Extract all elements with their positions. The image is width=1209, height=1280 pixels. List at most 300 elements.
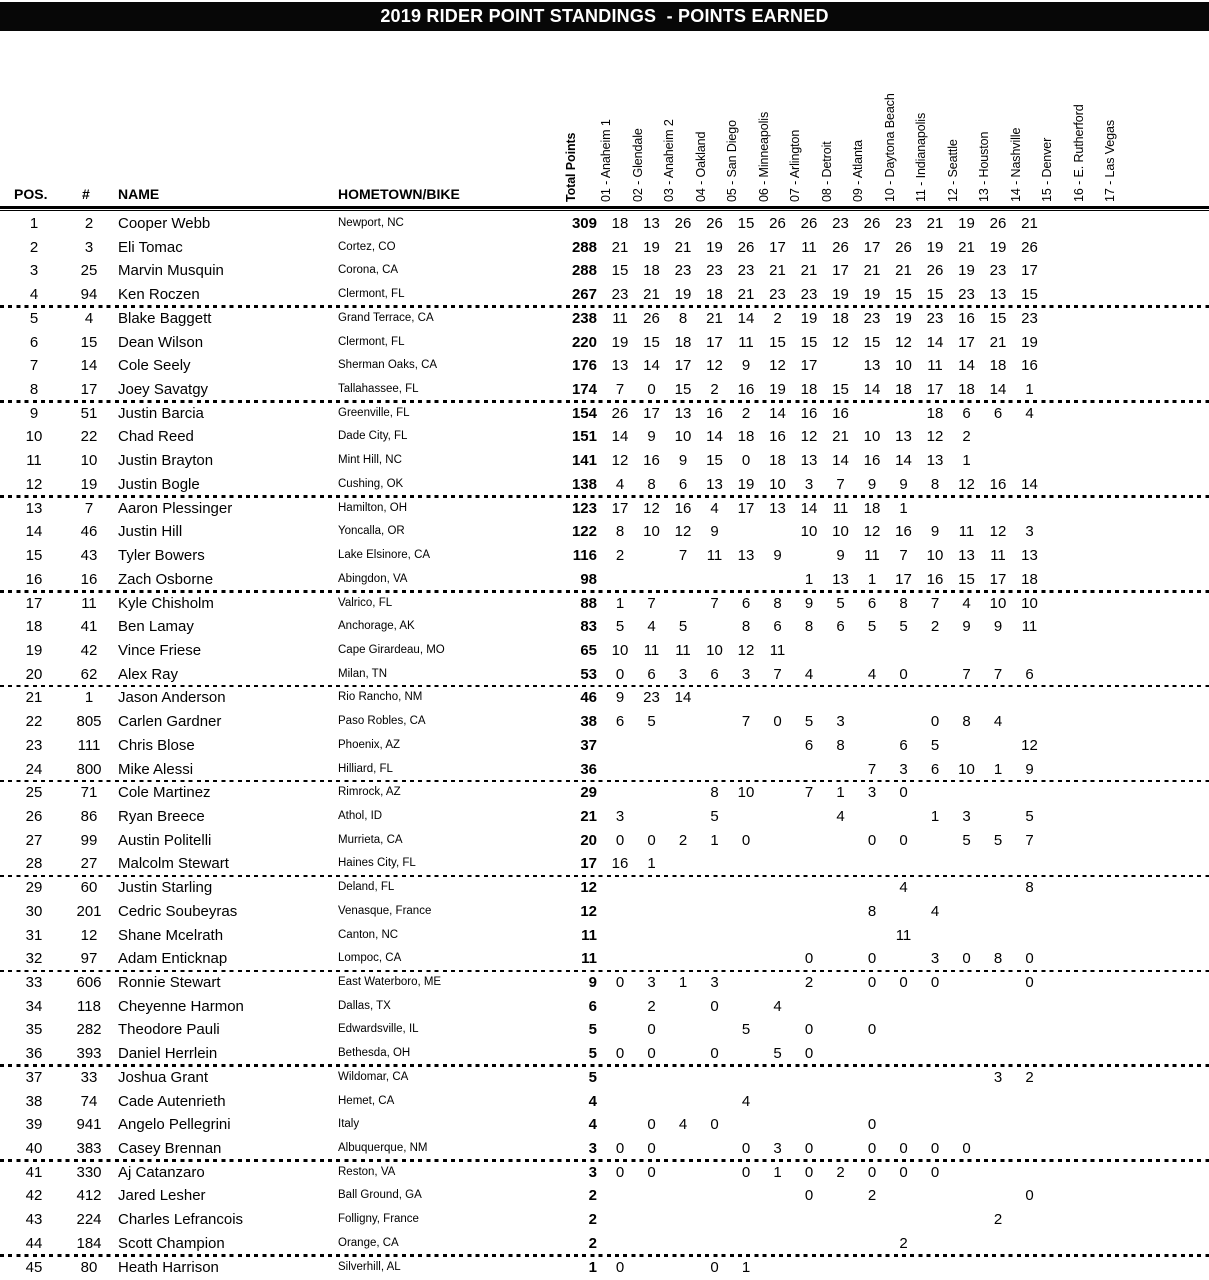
cell-round-points: 11 xyxy=(990,547,1006,565)
cell-round-points: 14 xyxy=(643,357,660,375)
table-row xyxy=(0,1018,1209,1042)
cell-rider-name: Alex Ray xyxy=(118,665,179,683)
table-row xyxy=(0,473,1209,497)
cell-rider-name: Kyle Chisholm xyxy=(118,594,214,612)
cell-round-points: 10 xyxy=(643,523,660,541)
cell-round-points: 12 xyxy=(643,499,660,517)
cell-round-points: 12 xyxy=(832,333,849,351)
cell-hometown: Cushing, OK xyxy=(338,477,404,490)
cell-rider-number: 15 xyxy=(80,333,98,351)
cell-rider-name: Cooper Webb xyxy=(118,215,211,232)
cell-round-points: 5 xyxy=(930,736,940,754)
table-row xyxy=(0,971,1209,995)
cell-round-points: 3 xyxy=(647,974,656,991)
col-header-round: 09 - Atlanta xyxy=(851,139,865,202)
cell-round-points: 2 xyxy=(615,547,625,565)
cell-round-points: 13 xyxy=(832,570,849,588)
cell-total-points: 2 xyxy=(588,1187,597,1205)
cell-rider-number: 80 xyxy=(80,1258,98,1276)
cell-round-points: 12 xyxy=(926,428,944,446)
cell-round-points: 5 xyxy=(678,618,688,636)
cell-round-points: 8 xyxy=(836,736,845,754)
cell-round-points: 19 xyxy=(800,309,818,327)
cell-round-points: 16 xyxy=(895,523,912,541)
cell-round-points: 4 xyxy=(678,1116,688,1134)
cell-round-points: 0 xyxy=(741,452,751,470)
cell-position: 39 xyxy=(25,1116,43,1134)
cell-round-points: 9 xyxy=(962,618,971,636)
table-row xyxy=(0,1137,1209,1161)
cell-total-points: 20 xyxy=(580,831,597,849)
cell-round-points: 12 xyxy=(863,523,881,541)
cell-position: 33 xyxy=(25,974,43,991)
cell-round-points: 0 xyxy=(899,831,908,849)
cell-round-points: 19 xyxy=(958,215,975,232)
cell-position: 38 xyxy=(25,1092,43,1110)
cell-hometown: Athol, ID xyxy=(338,809,383,822)
cell-round-points: 0 xyxy=(647,831,656,849)
cell-round-points: 2 xyxy=(678,831,688,849)
cell-round-points: 26 xyxy=(611,404,629,422)
cell-position: 10 xyxy=(25,428,43,446)
cell-round-points: 1 xyxy=(899,499,908,517)
cell-rider-name: Zach Osborne xyxy=(118,570,214,588)
table-row xyxy=(0,568,1209,592)
cell-round-points: 14 xyxy=(1021,475,1038,493)
table-row xyxy=(0,331,1209,355)
table-row xyxy=(0,710,1209,734)
cell-round-points: 2 xyxy=(741,404,751,422)
cell-rider-name: Vince Friese xyxy=(118,641,202,659)
cell-round-points: 26 xyxy=(895,238,912,256)
cell-round-points: 5 xyxy=(804,713,814,731)
cell-hometown: Lake Elsinore, CA xyxy=(338,549,431,562)
cell-round-points: 4 xyxy=(1025,404,1034,422)
cell-position: 19 xyxy=(25,641,43,659)
cell-round-points: 9 xyxy=(993,618,1003,636)
cell-round-points: 7 xyxy=(930,594,940,612)
cell-round-points: 7 xyxy=(741,713,751,731)
cell-round-points: 0 xyxy=(804,1045,814,1063)
cell-round-points: 0 xyxy=(899,784,908,802)
cell-total-points: 5 xyxy=(588,1021,597,1039)
cell-position: 42 xyxy=(25,1187,43,1205)
cell-round-points: 21 xyxy=(958,238,975,256)
col-header-number: # xyxy=(82,186,90,202)
cell-hometown: Folligny, France xyxy=(338,1213,419,1226)
cell-round-points: 0 xyxy=(741,1140,751,1158)
cell-round-points: 5 xyxy=(899,618,908,636)
cell-round-points: 6 xyxy=(962,404,971,422)
cell-round-points: 15 xyxy=(832,381,849,399)
cell-hometown: Milan, TN xyxy=(338,667,387,680)
cell-position: 40 xyxy=(25,1140,43,1158)
cell-round-points: 10 xyxy=(832,523,849,541)
cell-round-points: 4 xyxy=(930,902,940,920)
cell-rider-name: Aaron Plessinger xyxy=(118,499,233,517)
cell-position: 5 xyxy=(29,309,39,327)
cell-round-points: 16 xyxy=(643,452,660,470)
cell-position: 30 xyxy=(25,902,43,920)
cell-round-points: 17 xyxy=(926,381,944,399)
cell-round-points: 15 xyxy=(611,262,629,280)
cell-hometown: Ball Ground, GA xyxy=(338,1189,422,1202)
cell-rider-name: Justin Starling xyxy=(118,879,213,897)
cell-hometown: Hamilton, OH xyxy=(338,501,408,514)
cell-round-points: 18 xyxy=(643,262,660,280)
cell-round-points: 4 xyxy=(741,1092,751,1110)
cell-round-points: 23 xyxy=(832,215,849,232)
cell-round-points: 4 xyxy=(993,713,1003,731)
cell-round-points: 4 xyxy=(804,665,814,683)
cell-position: 25 xyxy=(25,784,43,802)
cell-round-points: 0 xyxy=(710,1258,719,1276)
cell-round-points: 0 xyxy=(930,1163,940,1181)
cell-round-points: 12 xyxy=(706,357,723,375)
cell-rider-number: 941 xyxy=(76,1116,102,1134)
cell-round-points: 3 xyxy=(615,807,625,825)
cell-rider-name: Angelo Pellegrini xyxy=(118,1116,231,1134)
cell-round-points: 13 xyxy=(769,499,786,517)
cell-round-points: 11 xyxy=(895,926,912,944)
cell-round-points: 16 xyxy=(926,570,944,588)
cell-rider-number: 2 xyxy=(84,215,94,232)
cell-round-points: 9 xyxy=(836,547,845,565)
cell-round-points: 9 xyxy=(867,475,877,493)
cell-round-points: 13 xyxy=(1021,547,1038,565)
cell-round-points: 0 xyxy=(615,1258,625,1276)
cell-position: 41 xyxy=(25,1163,43,1181)
cell-total-points: 4 xyxy=(588,1092,597,1110)
cell-round-points: 0 xyxy=(962,950,971,968)
col-header-round: 06 - Minneapolis xyxy=(756,111,771,202)
cell-hometown: Corona, CA xyxy=(338,264,399,277)
cell-round-points: 21 xyxy=(706,309,723,327)
cell-hometown: Cortez, CO xyxy=(338,240,396,253)
table-row xyxy=(0,212,1209,236)
cell-total-points: 17 xyxy=(580,855,597,873)
cell-round-points: 23 xyxy=(958,286,975,304)
col-header-round: 17 - Las Vegas xyxy=(1103,120,1117,202)
cell-rider-name: Jason Anderson xyxy=(118,689,226,707)
cell-round-points: 13 xyxy=(800,452,818,470)
cell-total-points: 3 xyxy=(588,1140,597,1158)
cell-round-points: 5 xyxy=(647,713,656,731)
cell-hometown: Yoncalla, OR xyxy=(338,525,405,538)
cell-round-points: 11 xyxy=(1021,618,1038,636)
cell-round-points: 13 xyxy=(958,547,975,565)
cell-round-points: 4 xyxy=(836,807,845,825)
cell-hometown: Edwardsville, IL xyxy=(338,1023,419,1036)
cell-hometown: East Waterboro, ME xyxy=(338,976,442,988)
cell-round-points: 16 xyxy=(769,428,786,446)
cell-round-points: 5 xyxy=(710,807,719,825)
cell-total-points: 4 xyxy=(588,1116,597,1134)
cell-round-points: 18 xyxy=(737,428,755,446)
cell-round-points: 1 xyxy=(773,1163,782,1181)
cell-round-points: 10 xyxy=(737,784,755,802)
cell-position: 35 xyxy=(25,1021,43,1039)
cell-hometown: Murrieta, CA xyxy=(338,833,403,846)
cell-round-points: 13 xyxy=(611,357,629,375)
cell-rider-number: 14 xyxy=(80,357,98,375)
cell-hometown: Canton, NC xyxy=(338,928,399,941)
cell-round-points: 0 xyxy=(615,1045,625,1063)
cell-round-points: 21 xyxy=(863,262,881,280)
cell-round-points: 1 xyxy=(836,784,845,802)
cell-position: 2 xyxy=(29,238,39,256)
cell-round-points: 18 xyxy=(611,215,629,232)
cell-round-points: 21 xyxy=(989,333,1007,351)
cell-round-points: 14 xyxy=(926,333,944,351)
cell-rider-number: 10 xyxy=(80,452,98,470)
cell-rider-name: Justin Barcia xyxy=(118,404,204,422)
cell-round-points: 17 xyxy=(895,570,912,588)
cell-round-points: 21 xyxy=(895,262,912,280)
cell-round-points: 8 xyxy=(773,594,782,612)
cell-rider-name: Ben Lamay xyxy=(118,618,194,636)
cell-rider-name: Dean Wilson xyxy=(118,333,204,351)
col-header-total-points: Total Points xyxy=(564,132,578,202)
cell-total-points: 154 xyxy=(571,404,597,422)
cell-round-points: 0 xyxy=(615,1163,625,1181)
table-row xyxy=(0,259,1209,283)
cell-round-points: 19 xyxy=(1021,333,1038,351)
cell-round-points: 2 xyxy=(773,309,782,327)
cell-rider-name: Joey Savatgy xyxy=(118,381,209,399)
col-header-round: 15 - Denver xyxy=(1040,137,1054,202)
cell-round-points: 7 xyxy=(710,594,719,612)
cell-round-points: 1 xyxy=(930,807,940,825)
cell-round-points: 7 xyxy=(836,475,845,493)
cell-round-points: 12 xyxy=(800,428,818,446)
cell-round-points: 13 xyxy=(895,428,912,446)
cell-round-points: 6 xyxy=(647,665,656,683)
cell-rider-name: Casey Brennan xyxy=(118,1140,222,1158)
cell-total-points: 46 xyxy=(580,689,597,707)
cell-round-points: 9 xyxy=(615,689,625,707)
cell-round-points: 15 xyxy=(769,333,786,351)
cell-round-points: 0 xyxy=(647,1140,656,1158)
cell-total-points: 309 xyxy=(571,215,597,232)
cell-position: 7 xyxy=(29,357,39,375)
cell-hometown: Paso Robles, CA xyxy=(338,715,426,728)
cell-hometown: Clermont, FL xyxy=(338,288,405,301)
cell-round-points: 6 xyxy=(773,618,782,636)
cell-total-points: 12 xyxy=(580,879,597,897)
cell-rider-number: 383 xyxy=(76,1140,102,1158)
cell-position: 26 xyxy=(25,807,43,825)
table-row xyxy=(0,1090,1209,1114)
cell-round-points: 11 xyxy=(769,641,786,659)
cell-round-points: 14 xyxy=(863,381,881,399)
cell-round-points: 8 xyxy=(993,950,1003,968)
cell-round-points: 0 xyxy=(615,831,625,849)
cell-rider-name: Jared Lesher xyxy=(118,1187,206,1205)
cell-hometown: Rimrock, AZ xyxy=(338,786,401,799)
cell-round-points: 6 xyxy=(867,594,877,612)
cell-rider-name: Austin Politelli xyxy=(118,831,212,849)
cell-round-points: 5 xyxy=(867,618,877,636)
cell-hometown: Greenville, FL xyxy=(338,406,410,419)
cell-round-points: 26 xyxy=(674,215,692,232)
cell-hometown: Cape Girardeau, MO xyxy=(338,643,445,656)
cell-round-points: 10 xyxy=(674,428,692,446)
cell-round-points: 23 xyxy=(800,286,818,304)
cell-rider-number: 46 xyxy=(80,523,98,541)
cell-round-points: 6 xyxy=(930,760,940,778)
cell-round-points: 13 xyxy=(737,547,755,565)
cell-rider-number: 224 xyxy=(76,1211,102,1229)
cell-round-points: 21 xyxy=(832,428,849,446)
cell-round-points: 4 xyxy=(899,879,908,897)
cell-round-points: 15 xyxy=(1021,286,1038,304)
cell-round-points: 17 xyxy=(1021,262,1038,280)
cell-round-points: 10 xyxy=(926,547,944,565)
cell-round-points: 5 xyxy=(1025,807,1034,825)
cell-round-points: 17 xyxy=(800,357,818,375)
cell-total-points: 267 xyxy=(571,286,597,304)
cell-total-points: 123 xyxy=(571,499,597,517)
cell-round-points: 17 xyxy=(737,499,755,517)
cell-round-points: 0 xyxy=(647,1021,656,1039)
cell-round-points: 6 xyxy=(1025,665,1034,683)
cell-round-points: 0 xyxy=(962,1140,971,1158)
cell-round-points: 23 xyxy=(706,262,723,280)
cell-position: 12 xyxy=(25,475,43,493)
cell-total-points: 88 xyxy=(580,594,597,612)
table-row xyxy=(0,283,1209,307)
cell-rider-name: Ronnie Stewart xyxy=(118,974,221,991)
cell-rider-number: 330 xyxy=(76,1163,102,1181)
cell-round-points: 17 xyxy=(832,262,849,280)
cell-round-points: 12 xyxy=(1021,736,1038,754)
cell-rider-number: 43 xyxy=(80,547,98,565)
cell-rider-name: Carlen Gardner xyxy=(118,713,222,731)
cell-rider-number: 27 xyxy=(80,855,98,873)
cell-round-points: 19 xyxy=(832,286,849,304)
cell-round-points: 1 xyxy=(615,594,625,612)
cell-round-points: 2 xyxy=(993,1211,1003,1229)
cell-round-points: 0 xyxy=(741,831,751,849)
col-header-round: 05 - San Diego xyxy=(725,120,739,202)
cell-rider-number: 19 xyxy=(80,475,98,493)
header-rule-thin xyxy=(0,210,1209,211)
cell-total-points: 9 xyxy=(588,974,597,991)
cell-round-points: 26 xyxy=(926,262,944,280)
cell-round-points: 3 xyxy=(836,713,845,731)
cell-round-points: 3 xyxy=(773,1140,782,1158)
cell-round-points: 9 xyxy=(899,475,908,493)
header-rule-thick xyxy=(0,206,1209,209)
cell-hometown: Wildomar, CA xyxy=(338,1070,409,1083)
table-row xyxy=(0,900,1209,924)
cell-round-points: 8 xyxy=(899,594,908,612)
cell-round-points: 16 xyxy=(706,404,723,422)
cell-rider-number: 111 xyxy=(77,736,101,754)
cell-round-points: 18 xyxy=(800,381,818,399)
cell-round-points: 18 xyxy=(895,381,912,399)
cell-round-points: 12 xyxy=(611,452,629,470)
cell-rider-name: Justin Bogle xyxy=(118,475,200,493)
cell-round-points: 10 xyxy=(706,641,723,659)
cell-hometown: Anchorage, AK xyxy=(338,620,415,633)
cell-round-points: 6 xyxy=(836,618,845,636)
page-title: 2019 RIDER POINT STANDINGS - POINTS EARNED xyxy=(380,6,829,26)
cell-round-points: 21 xyxy=(737,286,755,304)
cell-round-points: 14 xyxy=(706,428,723,446)
cell-round-points: 0 xyxy=(1025,1187,1034,1205)
cell-round-points: 2 xyxy=(710,381,719,399)
cell-round-points: 11 xyxy=(832,499,849,517)
cell-hometown: Orange, CA xyxy=(338,1236,399,1249)
cell-hometown: Albuquerque, NM xyxy=(338,1142,428,1155)
cell-round-points: 0 xyxy=(899,974,908,991)
cell-position: 29 xyxy=(25,879,43,897)
cell-round-points: 16 xyxy=(832,404,849,422)
cell-rider-name: Chad Reed xyxy=(118,428,194,446)
cell-rider-name: Justin Hill xyxy=(118,523,183,541)
cell-round-points: 19 xyxy=(737,475,755,493)
table-row xyxy=(0,876,1209,900)
cell-round-points: 9 xyxy=(678,452,688,470)
table-row xyxy=(0,852,1209,876)
cell-round-points: 23 xyxy=(737,262,755,280)
cell-rider-name: Theodore Pauli xyxy=(118,1021,220,1039)
cell-round-points: 26 xyxy=(737,238,755,256)
cell-round-points: 0 xyxy=(804,1163,814,1181)
cell-round-points: 6 xyxy=(710,665,719,683)
col-header-round: 03 - Anaheim 2 xyxy=(662,119,676,202)
table-row xyxy=(0,497,1209,521)
cell-hometown: Reston, VA xyxy=(338,1165,396,1178)
cell-position: 14 xyxy=(25,523,43,541)
cell-round-points: 1 xyxy=(804,570,814,588)
cell-rider-number: 33 xyxy=(80,1068,98,1086)
cell-round-points: 14 xyxy=(674,689,692,707)
cell-round-points: 26 xyxy=(989,215,1007,232)
cell-round-points: 15 xyxy=(706,452,723,470)
cell-round-points: 15 xyxy=(800,333,818,351)
cell-hometown: Hemet, CA xyxy=(338,1094,395,1107)
cell-round-points: 3 xyxy=(741,665,751,683)
cell-round-points: 3 xyxy=(710,974,719,991)
cell-position: 15 xyxy=(25,547,43,565)
cell-total-points: 2 xyxy=(588,1234,597,1252)
cell-round-points: 0 xyxy=(804,1140,814,1158)
cell-rider-number: 62 xyxy=(80,665,98,683)
cell-round-points: 0 xyxy=(647,1116,656,1134)
table-row xyxy=(0,686,1209,710)
cell-round-points: 3 xyxy=(899,760,908,778)
cell-position: 24 xyxy=(25,760,43,778)
cell-round-points: 7 xyxy=(773,665,782,683)
cell-round-points: 11 xyxy=(927,357,943,375)
cell-round-points: 5 xyxy=(741,1021,751,1039)
cell-round-points: 26 xyxy=(800,215,818,232)
col-header-round: 01 - Anaheim 1 xyxy=(599,119,613,202)
cell-round-points: 23 xyxy=(1021,309,1038,327)
table-row xyxy=(0,378,1209,402)
cell-round-points: 14 xyxy=(989,381,1007,399)
cell-total-points: 5 xyxy=(588,1045,597,1063)
cell-round-points: 18 xyxy=(989,357,1007,375)
cell-rider-name: Ryan Breece xyxy=(118,807,205,825)
table-row xyxy=(0,425,1209,449)
cell-round-points: 8 xyxy=(615,523,625,541)
cell-round-points: 18 xyxy=(706,286,723,304)
cell-round-points: 11 xyxy=(706,547,723,565)
